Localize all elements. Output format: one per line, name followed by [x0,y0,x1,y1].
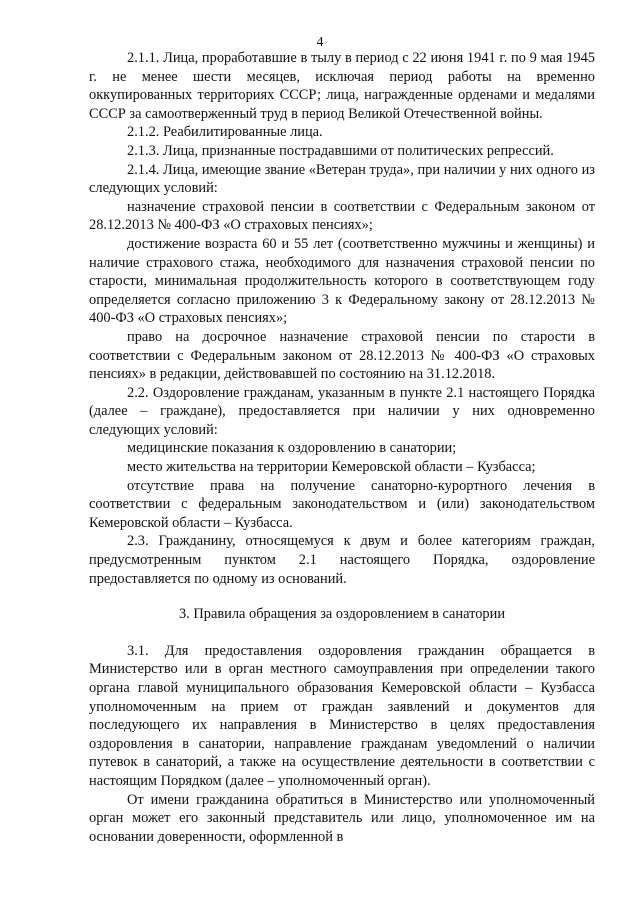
paragraph-3-1: 3.1. Для предоставления оздоровления гражданин обращается в Министерство или в орган местного самоуправления при определении такого органа главой муниципального образования Кемеровской области – Кузбасса уполномоченным на прием от граждан заявлений и документов для последующего их направления в Министерство в целях предоставления оздоровления в санатории, направление гражданам уведомлений о наличии путевок в санаторий, а также на осуществление деятельности в соответствии с настоящим Порядком (далее – уполномоченный орган). [89,642,595,789]
condition-pension: назначение страховой пенсии в соответствии с Федеральным законом от 28.12.2013 № 400-ФЗ «О страховых пенсиях»; [89,198,595,234]
paragraph-2-3: 2.3. Гражданину, относящемуся к двум и более категориям граждан, предусмотренным пунктом 2.1 настоящего Порядка, оздоровление предоставляется по одному из оснований. [89,533,595,587]
condition-early-pension: право на досрочное назначение страховой пенсии по старости в соответствии с Федеральным законом от 28.12.2013 № 400-ФЗ «О страховых пенсиях» в редакции, действовавшей по состоянию на 31.12.2018. [89,328,595,383]
condition-residence: место жительства на территории Кемеровской области – Кузбасса; [127,459,536,476]
page-number: 4 [316,35,324,50]
section-heading: 3. Правила обращения за оздоровлением в санатории [178,606,506,623]
paragraph-2-2: 2.2. Оздоровление гражданам, указанным в пункте 2.1 настоящего Порядка (далее – граждане), предоставляется при наличии у них одновременно следующих условий: [89,384,595,438]
condition-medical: медицинские показания к оздоровлению в санатории; [127,440,457,457]
paragraph-2-1-3: 2.1.3. Лица, признанные пострадавшими от политических репрессий. [127,142,554,159]
paragraph-2-1-1: 2.1.1. Лица, проработавшие в тылу в период с 22 июня 1941 г. по 9 мая 1945 г. не менее шести месяцев, исключая период работы на временно оккупированных территориях СССР; лица, награжденные орденами и медалями СССР за самоотверженный труд в период Великой Отечественной войны. [89,50,595,122]
condition-age: достижение возраста 60 и 55 лет (соответственно мужчины и женщины) и наличие страхового стажа, необходимого для назначения страховой пенсии по старости, минимальная продолжительность которого в соответствующем году определяется согласно приложению 3 к Федеральному закону от 28.12.2013 № 400-ФЗ «О страховых пенсиях»; [89,235,595,327]
document-body [89,49,595,846]
paragraph-2-1-4: 2.1.4. Лица, имеющие звание «Ветеран труда», при наличии у них одного из следующих условий: [89,161,595,197]
paragraph-2-1-2: 2.1.2. Реабилитированные лица. [127,124,323,141]
paragraph-representative: От имени гражданина обратиться в Министерство или уполномоченный орган может его законный представитель или лицо, уполномоченное им на основании доверенности, оформленной в [89,791,595,845]
condition-no-right: отсутствие права на получение санаторно-курортного лечения в соответствии с федеральным законодательством и (или) законодательством Кемеровской области – Кузбасса. [89,477,595,531]
